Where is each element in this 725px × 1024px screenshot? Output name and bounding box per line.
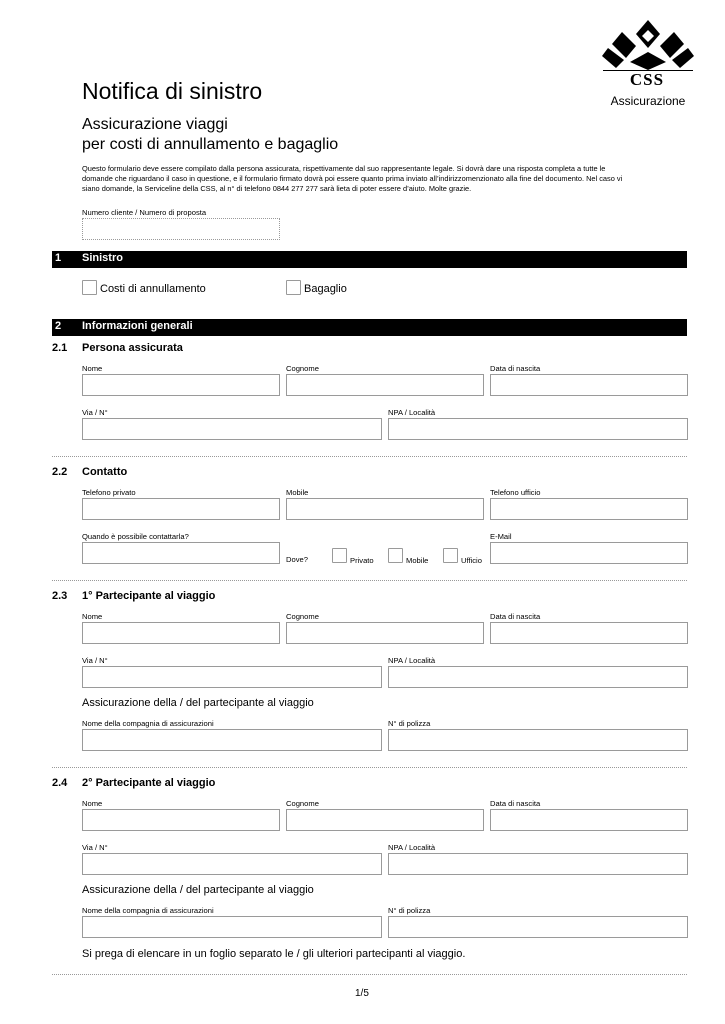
policy-field[interactable] bbox=[388, 729, 688, 751]
company-label: Nome della compagnia di assicurazioni bbox=[82, 906, 214, 915]
street-label: Via / N° bbox=[82, 656, 108, 665]
section-title: Informazioni generali bbox=[82, 320, 193, 332]
cognome-field[interactable] bbox=[286, 374, 484, 396]
nome-field[interactable] bbox=[82, 374, 280, 396]
cognome-label: Cognome bbox=[286, 364, 319, 373]
nome-label: Nome bbox=[82, 364, 103, 373]
office-label: Ufficio bbox=[461, 556, 482, 565]
divider bbox=[52, 767, 687, 768]
page-subtitle bbox=[82, 115, 338, 155]
birthdate-field[interactable] bbox=[490, 374, 688, 396]
divider bbox=[52, 974, 687, 975]
client-number-field[interactable] bbox=[82, 218, 280, 240]
office-checkbox[interactable] bbox=[443, 548, 458, 563]
email-field[interactable] bbox=[490, 542, 688, 564]
company-field[interactable] bbox=[82, 916, 382, 938]
zip-city-label: NPA / Località bbox=[388, 408, 436, 417]
birthdate-field[interactable] bbox=[490, 809, 688, 831]
subsection-number: 2.4 bbox=[52, 777, 68, 789]
birthdate-field[interactable] bbox=[490, 622, 688, 644]
page-title: Notifica di sinistro bbox=[82, 78, 263, 104]
cognome-field[interactable] bbox=[286, 622, 484, 644]
insurance-heading: Assicurazione della / del partecipante al viaggio bbox=[82, 884, 314, 896]
zip-city-field[interactable] bbox=[388, 853, 688, 875]
office-phone-label: Telefono ufficio bbox=[490, 488, 541, 497]
nome-label: Nome bbox=[82, 612, 103, 621]
street-field[interactable] bbox=[82, 853, 382, 875]
section-2-header bbox=[52, 319, 687, 336]
birthdate-label: Data di nascita bbox=[490, 799, 541, 808]
policy-label: N° di polizza bbox=[388, 906, 431, 915]
subsection-title: Contatto bbox=[82, 466, 128, 478]
policy-label: N° di polizza bbox=[388, 719, 431, 728]
birthdate-label: Data di nascita bbox=[490, 612, 541, 621]
section-1-header bbox=[52, 251, 687, 268]
subsection-title: 2° Partecipante al viaggio bbox=[82, 777, 216, 789]
mobile-checkbox[interactable] bbox=[388, 548, 403, 563]
policy-field[interactable] bbox=[388, 916, 688, 938]
contact-time-field[interactable] bbox=[82, 542, 280, 564]
subtitle-line-1: Assicurazione viaggi bbox=[82, 116, 228, 133]
subsection-title: 1° Partecipante al viaggio bbox=[82, 590, 216, 602]
where-label: Dove? bbox=[286, 555, 308, 564]
insurance-heading: Assicurazione della / del partecipante al viaggio bbox=[82, 697, 314, 709]
zip-city-field[interactable] bbox=[388, 418, 688, 440]
nome-label: Nome bbox=[82, 799, 103, 808]
subtitle-line-2: per costi di annullamento e bagaglio bbox=[82, 136, 339, 153]
page-number: 1/5 bbox=[355, 988, 369, 999]
mobile-option-label: Mobile bbox=[406, 556, 429, 565]
birthdate-label: Data di nascita bbox=[490, 364, 541, 373]
css-logo-icon bbox=[602, 18, 694, 70]
contact-time-label: Quando è possibile contattarla? bbox=[82, 532, 189, 541]
zip-city-label: NPA / Località bbox=[388, 843, 436, 852]
mobile-label: Mobile bbox=[286, 488, 309, 497]
section-number: 2 bbox=[55, 320, 62, 332]
home-phone-field[interactable] bbox=[82, 498, 280, 520]
street-field[interactable] bbox=[82, 418, 382, 440]
cancellation-label: Costi di annullamento bbox=[100, 283, 206, 295]
home-phone-label: Telefono privato bbox=[82, 488, 136, 497]
subsection-number: 2.1 bbox=[52, 342, 68, 354]
mobile-field[interactable] bbox=[286, 498, 484, 520]
company-field[interactable] bbox=[82, 729, 382, 751]
street-field[interactable] bbox=[82, 666, 382, 688]
subsection-number: 2.2 bbox=[52, 466, 68, 478]
subsection-title: Persona assicurata bbox=[82, 342, 183, 354]
nome-field[interactable] bbox=[82, 622, 280, 644]
section-number: 1 bbox=[55, 252, 62, 264]
subsection-number: 2.3 bbox=[52, 590, 68, 602]
private-label: Privato bbox=[350, 556, 374, 565]
street-label: Via / N° bbox=[82, 408, 108, 417]
divider bbox=[52, 456, 687, 457]
logo-brand: CSS bbox=[629, 70, 665, 89]
office-phone-field[interactable] bbox=[490, 498, 688, 520]
street-label: Via / N° bbox=[82, 843, 108, 852]
additional-participants-note: Si prega di elencare in un foglio separato le / gli ulteriori partecipanti al viaggio. bbox=[82, 948, 466, 960]
nome-field[interactable] bbox=[82, 809, 280, 831]
divider bbox=[52, 580, 687, 581]
email-label: E-Mail bbox=[490, 532, 512, 541]
cancellation-checkbox[interactable] bbox=[82, 280, 97, 295]
private-checkbox[interactable] bbox=[332, 548, 347, 563]
cognome-label: Cognome bbox=[286, 799, 319, 808]
logo-tagline: Assicurazione bbox=[610, 94, 686, 108]
client-number-label: Numero cliente / Numero di proposta bbox=[82, 208, 207, 217]
baggage-label: Bagaglio bbox=[304, 283, 347, 295]
company-label: Nome della compagnia di assicurazioni bbox=[82, 719, 214, 728]
cognome-label: Cognome bbox=[286, 612, 319, 621]
cognome-field[interactable] bbox=[286, 809, 484, 831]
baggage-checkbox[interactable] bbox=[286, 280, 301, 295]
zip-city-label: NPA / Località bbox=[388, 656, 436, 665]
section-title: Sinistro bbox=[82, 252, 123, 264]
zip-city-field[interactable] bbox=[388, 666, 688, 688]
intro-text: Questo formulario deve essere compilato dalla persona assicurata, rispettivamente dal suo rappresentante legale. Si dovrà dare una risposta completa a tutte le domande che riguardano il caso in questione, e il formulario firmato dovrà poi essere quanto prima inviato all’indirizzomenzionato alla fine del documento. Nel caso vi siano domande, la Serviceline della CSS, al n° di telefono 0844 277 277 sarà lieta di poter essere d’aiuto. Molte grazie. bbox=[82, 164, 623, 193]
